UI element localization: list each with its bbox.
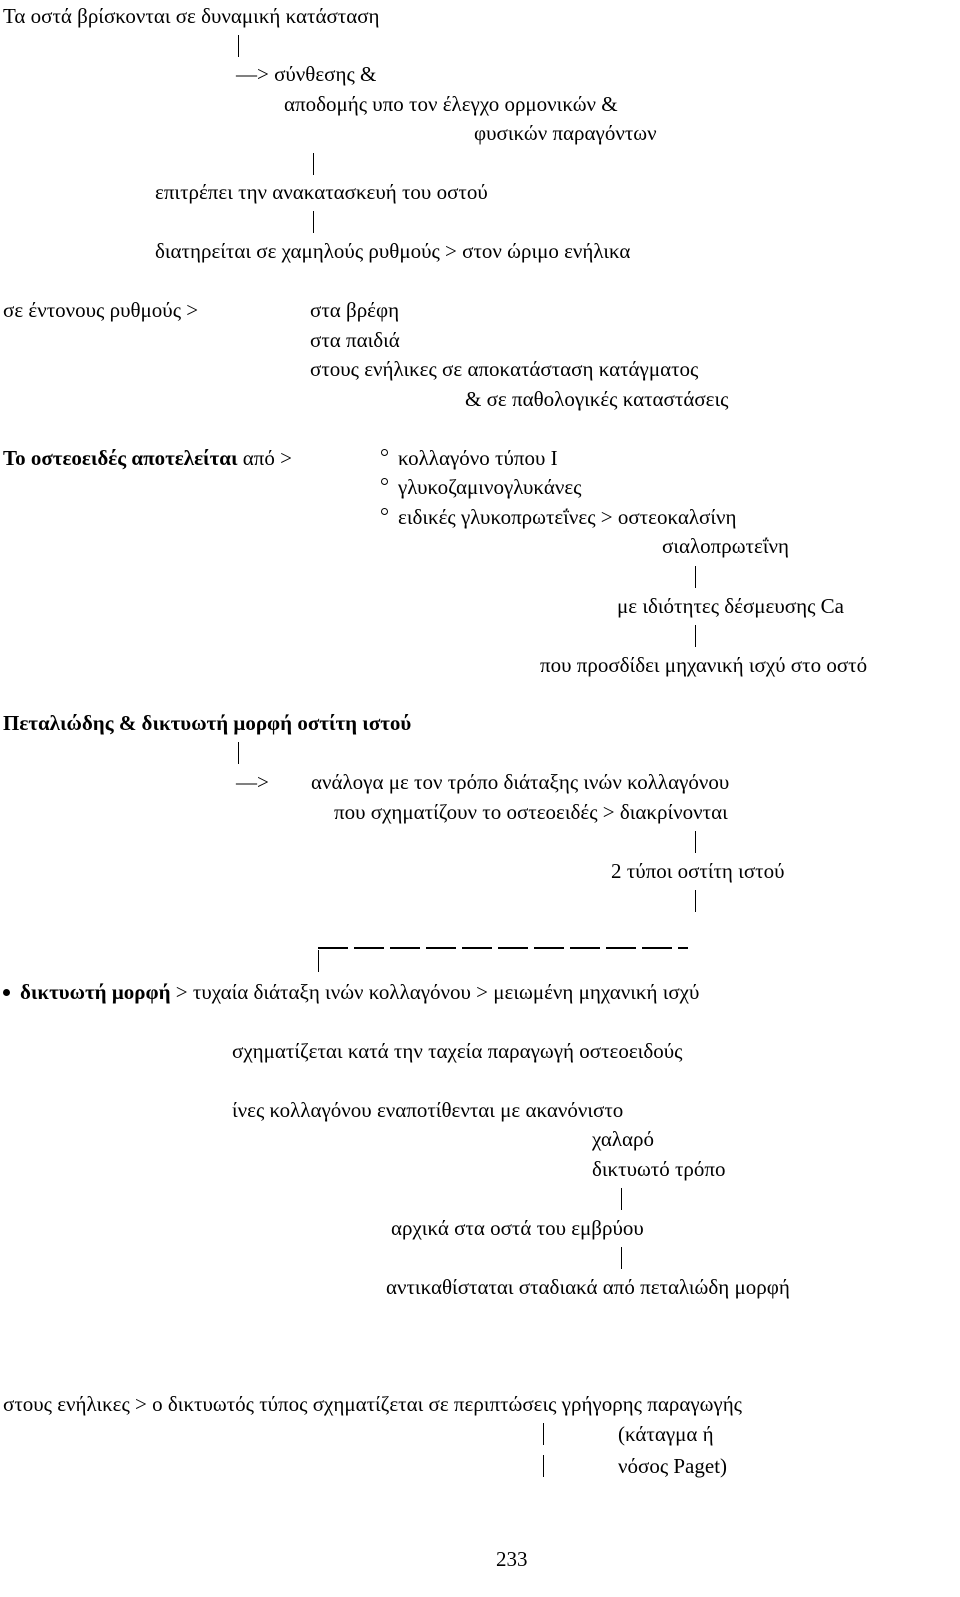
text-line: επιτρέπει την ανακατασκευή του οστού xyxy=(155,180,488,204)
text-line: αποδομής υπο τον έλεγχο ορμονικών & xyxy=(284,92,618,116)
text-line: φυσικών παραγόντων xyxy=(474,121,657,145)
text-line: & σε παθολογικές καταστάσεις xyxy=(465,387,729,411)
connector-bar xyxy=(695,890,696,912)
bullet-icon xyxy=(3,989,10,996)
text-line: διατηρείται σε χαμηλούς ρυθμούς > στον ώριμο ενήλικα xyxy=(155,239,631,263)
list-item-text: γλυκοζαμινογλυκάνες xyxy=(398,475,582,499)
text-line: ίνες κολλαγόνου εναποτίθενται με ακανόνιστο xyxy=(232,1098,624,1122)
text-line: στους ενήλικες > ο δικτυωτός τύπος σχηματίζεται σε περιπτώσεις γρήγορης παραγωγής xyxy=(3,1392,742,1416)
text-line: στα βρέφη xyxy=(310,298,400,322)
dashed-divider xyxy=(318,947,688,949)
text-line: (κάταγμα ή xyxy=(618,1422,714,1446)
connector-bar xyxy=(238,742,239,764)
text-line: σε έντονους ρυθμούς > xyxy=(3,298,199,322)
text-line: στους ενήλικες σε αποκατάσταση κατάγματος xyxy=(310,357,699,381)
text-line: σχηματίζεται κατά την ταχεία παραγωγή οστεοειδούς xyxy=(232,1039,683,1063)
connector-bar xyxy=(695,566,696,588)
text-line: —> xyxy=(236,770,269,794)
circle-bullet-icon xyxy=(381,449,388,456)
text-line: χαλαρό xyxy=(592,1127,655,1151)
page-number: 233 xyxy=(496,1547,528,1571)
list-item xyxy=(381,505,736,529)
circle-bullet-icon xyxy=(381,478,388,485)
text-line: —> σύνθεσης & xyxy=(236,62,377,86)
text-line: σιαλοπρωτεΐνη xyxy=(662,534,789,558)
text-line: δικτυωτό τρόπο xyxy=(592,1157,726,1181)
bold-phrase: Το οστεοειδές αποτελείται xyxy=(3,446,238,470)
list-item-text: ειδικές γλυκοπρωτεΐνες > οστεοκαλσίνη xyxy=(398,505,737,529)
text-line: αντικαθίσταται σταδιακά από πεταλιώδη μορφή xyxy=(386,1275,790,1299)
connector-bar xyxy=(318,950,319,972)
text-line xyxy=(3,446,292,470)
connector-bar xyxy=(313,153,314,175)
text-span: από > xyxy=(237,446,292,470)
section-heading: Πεταλιώδης & δικτυωτή μορφή οστίτη ιστού xyxy=(3,711,412,735)
text-line: ανάλογα με τον τρόπο διάταξης ινών κολλαγόνου xyxy=(311,770,730,794)
text-line: αρχικά στα οστά του εμβρύου xyxy=(391,1216,644,1240)
list-item-text: κολλαγόνο τύπου Ι xyxy=(398,446,558,470)
connector-bar xyxy=(695,625,696,647)
connector-bar xyxy=(238,35,239,57)
text-line: νόσος Paget) xyxy=(618,1454,728,1478)
text-line: Τα οστά βρίσκονται σε δυναμική κατάσταση xyxy=(3,4,380,28)
list-item xyxy=(381,446,558,470)
connector-bar xyxy=(543,1423,544,1445)
connector-bar xyxy=(621,1188,622,1210)
connector-bar xyxy=(543,1455,544,1477)
text-line: στα παιδιά xyxy=(310,328,400,352)
text-line: με ιδιότητες δέσμευσης Ca xyxy=(617,594,844,618)
list-item xyxy=(3,980,699,1004)
text-line: που σχηματίζουν το οστεοειδές > διακρίνονται xyxy=(334,800,728,824)
connector-bar xyxy=(621,1247,622,1269)
list-item xyxy=(381,475,581,499)
text-line: 2 τύποι οστίτη ιστού xyxy=(611,859,785,883)
text-span: > τυχαία διάταξη ινών κολλαγόνου > μειωμένη μηχανική ισχύ xyxy=(170,980,700,1004)
connector-bar xyxy=(695,831,696,853)
bold-phrase: δικτυωτή μορφή xyxy=(20,980,171,1004)
circle-bullet-icon xyxy=(381,508,388,515)
connector-bar xyxy=(313,211,314,233)
text-line: που προσδίδει μηχανική ισχύ στο οστό xyxy=(540,653,868,677)
